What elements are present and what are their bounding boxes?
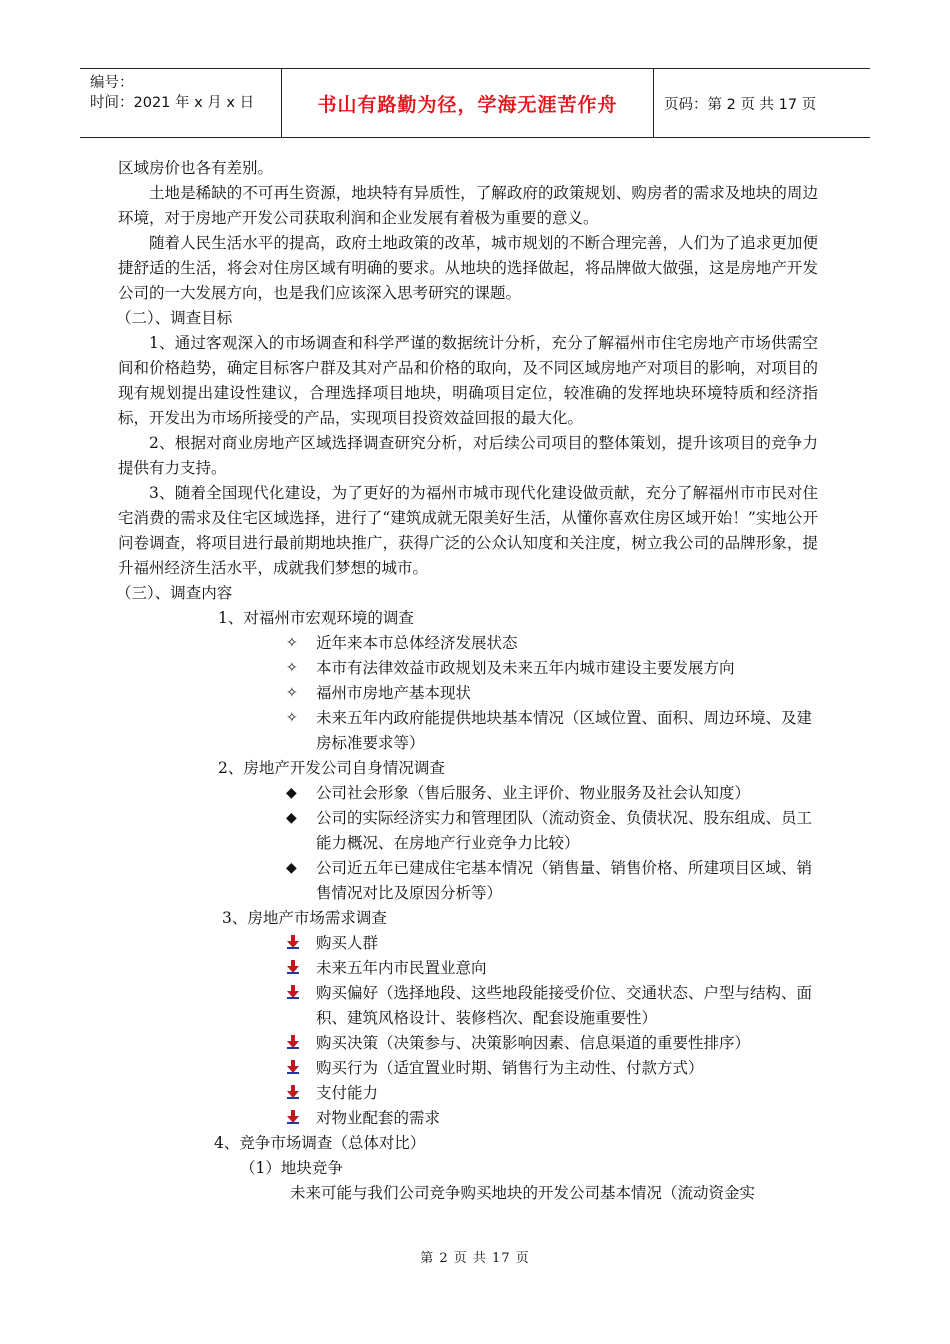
goal-paragraph: 2、根据对商业房地产区域选择调查研究分析，对后续公司项目的整体策划，提升该项目的竞争力提供有力支持。 bbox=[118, 434, 818, 477]
arrow-down-icon bbox=[286, 960, 300, 974]
list-item: ✧ 本市有法律效益市政规划及未来五年内城市建设主要发展方向 bbox=[286, 656, 818, 681]
list-item: 对物业配套的需求 bbox=[286, 1106, 818, 1131]
content-item-heading: 3、房地产市场需求调查 bbox=[222, 909, 387, 927]
arrow-down-icon bbox=[286, 985, 300, 999]
list-item: 支付能力 bbox=[286, 1081, 818, 1106]
sub-paragraph: 未来可能与我们公司竞争购买地块的开发公司基本情况（流动资金实 bbox=[290, 1184, 756, 1202]
list-item: 购买偏好（选择地段、这些地段能接受价位、交通状态、户型与结构、面积、建筑风格设计、装修档次、配套设施重要性） bbox=[286, 981, 818, 1031]
diamond-bullet-icon: ◆ bbox=[286, 810, 297, 826]
arrow-down-icon bbox=[286, 1035, 300, 1049]
page-footer: 第 2 页 共 17 页 bbox=[420, 1251, 530, 1266]
sparkle-bullet-icon: ✧ bbox=[286, 635, 298, 651]
arrow-down-icon bbox=[286, 1060, 300, 1074]
list-item: ◆ 公司的实际经济实力和管理团队（流动资金、负债状况、股东组成、员工能力概况、在房地产行业竞争力比较） bbox=[286, 806, 818, 856]
goal-paragraph: 3、随着全国现代化建设，为了更好的为福州市城市现代化建设做贡献，充分了解福州市市民对住宅消费的需求及住宅区域选择，进行了“建筑成就无限美好生活，从懂你喜欢住房区域开始！”实地公开问卷调查，将项目进行最前期地块推广，获得广泛的公众认知度和关注度，树立我公司的品牌形象，提升福州经济生活水平，成就我们梦想的城市。 bbox=[118, 484, 818, 577]
list-item: 购买决策（决策参与、决策影响因素、信息渠道的重要性排序） bbox=[286, 1031, 818, 1056]
header-number: 编号： bbox=[90, 75, 134, 91]
list-item: 购买行为（适宜置业时期、销售行为主动性、付款方式） bbox=[286, 1056, 818, 1081]
c3-list bbox=[118, 931, 818, 1131]
arrow-down-icon bbox=[286, 1110, 300, 1124]
arrow-down-icon bbox=[286, 1085, 300, 1099]
header-page-info: 页码：第 2 页 共 17 页 bbox=[664, 96, 817, 113]
header-motto: 书山有路勤为径，学海无涯苦作舟 bbox=[282, 69, 654, 137]
content-item-heading: 1、对福州市宏观环境的调查 bbox=[218, 609, 414, 627]
goal-paragraph: 1、通过客观深入的市场调查和科学严谨的数据统计分析，充分了解福州市住宅房地产市场供需空间和价格趋势，确定目标客户群及其对产品和价格的取向，及不同区域房地产对项目的影响，对项目的现有规划提出建设性建议，合理选择项目地块，明确项目定位，较准确的发挥地块环境特质和经济指标，开发出为市场所接受的产品，实现项目投资效益回报的最大化。 bbox=[118, 334, 818, 427]
paragraph: 土地是稀缺的不可再生资源，地块特有异质性，了解政府的政策规划、购房者的需求及地块的周边环境，对于房地产开发公司获取利润和企业发展有着极为重要的意义。 bbox=[118, 184, 818, 227]
section-heading-goals: （二）、调查目标 bbox=[116, 309, 233, 327]
document-body bbox=[118, 156, 818, 1206]
diamond-bullet-icon: ◆ bbox=[286, 785, 297, 801]
list-item: ✧ 未来五年内政府能提供地块基本情况（区域位置、面积、周边环境、及建房标准要求等） bbox=[286, 706, 818, 756]
header-time: 时间：2021 年 x 月 x 日 bbox=[90, 95, 255, 111]
paragraph: 随着人民生活水平的提高，政府土地政策的改革，城市规划的不断合理完善，人们为了追求更加便捷舒适的生活，将会对住房区域有明确的要求。从地块的选择做起，将品牌做大做强，这是房地产开发公司的一大发展方向，也是我们应该深入思考研究的课题。 bbox=[118, 234, 818, 302]
c2-list bbox=[118, 781, 818, 906]
content-item-heading: 4、竞争市场调查（总体对比） bbox=[214, 1134, 426, 1152]
sparkle-bullet-icon: ✧ bbox=[286, 685, 298, 701]
sparkle-bullet-icon: ✧ bbox=[286, 710, 298, 726]
header-meta bbox=[80, 69, 282, 137]
paragraph: 区域房价也各有差别。 bbox=[118, 159, 274, 177]
arrow-down-icon bbox=[286, 935, 300, 949]
list-item: ◆ 公司社会形象（售后服务、业主评价、物业服务及社会认知度） bbox=[286, 781, 818, 806]
section-heading-content: （三）、调查内容 bbox=[116, 584, 233, 602]
sub-heading: （1）地块竞争 bbox=[240, 1159, 343, 1177]
list-item: 未来五年内市民置业意向 bbox=[286, 956, 818, 981]
list-item: ✧ 近年来本市总体经济发展状态 bbox=[286, 631, 818, 656]
page-header bbox=[80, 68, 870, 138]
c1-list bbox=[118, 631, 818, 756]
list-item: ◆ 公司近五年已建成住宅基本情况（销售量、销售价格、所建项目区域、销售情况对比及原因分析等） bbox=[286, 856, 818, 906]
diamond-bullet-icon: ◆ bbox=[286, 860, 297, 876]
sparkle-bullet-icon: ✧ bbox=[286, 660, 298, 676]
list-item: 购买人群 bbox=[286, 931, 818, 956]
content-item-heading: 2、房地产开发公司自身情况调查 bbox=[218, 759, 445, 777]
list-item: ✧ 福州市房地产基本现状 bbox=[286, 681, 818, 706]
